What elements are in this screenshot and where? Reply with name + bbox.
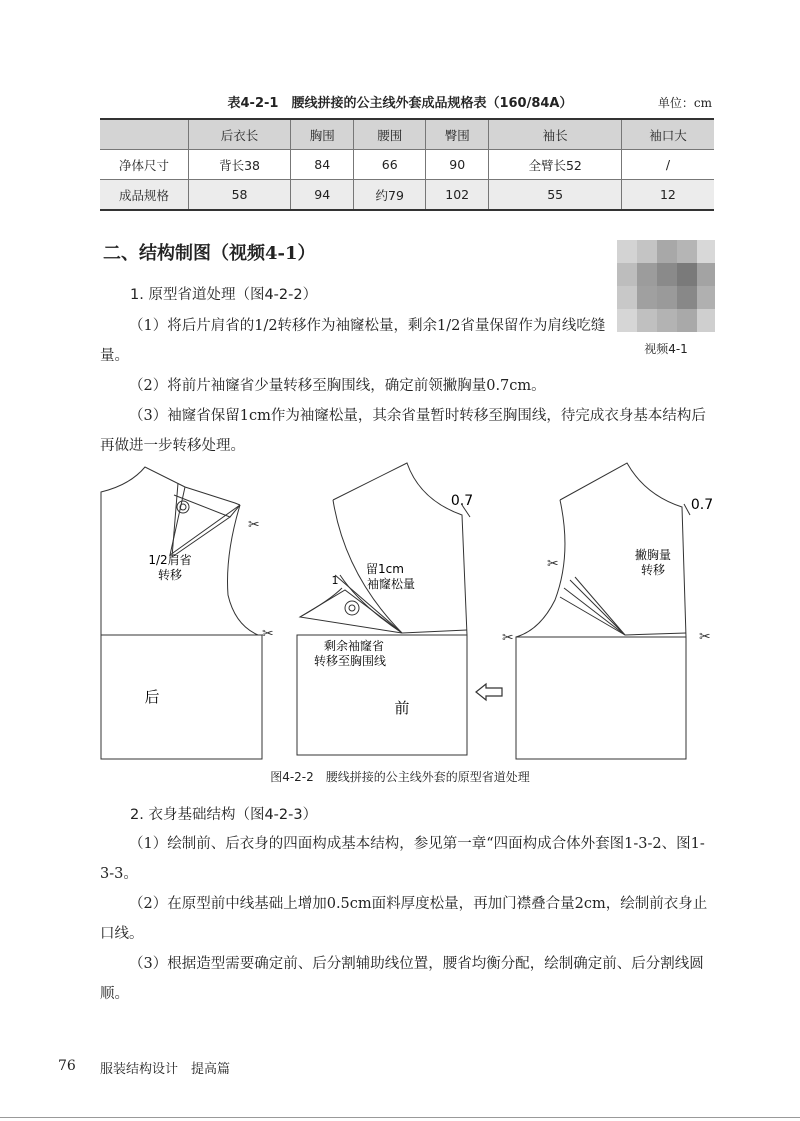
table-cell: 58 [189,180,291,211]
front-label: 前 [394,699,410,717]
table-header-cell: 后衣长 [189,119,291,150]
table-cell: 全臂长52 [489,150,622,180]
page-number: 76 [58,1058,76,1074]
left-arrow-icon [476,684,502,700]
table-row [100,180,714,211]
front-note-3: 剩余袖窿省 [323,639,385,653]
front-note-2: 袖窿松量 [366,577,416,591]
scissors-icon: ✂ [699,629,711,645]
table-cell: 12 [621,180,714,211]
front-small-label: 1 [331,574,339,587]
paragraph [100,371,715,401]
table-cell: 90 [426,150,489,180]
paragraph-text: （2）将前片袖窿省少量转移至胸围线，确定前领撇胸量0.7cm。 [129,378,546,394]
paragraph [100,949,715,1009]
footer-divider [0,1117,800,1118]
table-header-row [100,119,714,150]
table-cell: / [621,150,714,180]
section-heading: 二、结构制图（视频4-1） [103,243,316,264]
front-measure: 0.7 [450,493,474,509]
table-header-cell: 腰围 [354,119,426,150]
subsection-heading: 1. 原型省道处理（图4-2-2） [130,287,318,303]
right-note-1: 撇胸量 [634,548,672,562]
table-header-cell [100,119,189,150]
scissors-icon: ✂ [262,626,274,642]
paragraph-text: （3）袖窿省保留1cm作为袖窿松量，其余省量暂时转移至胸围线，待完成衣身基本结构后再做进一步转移处理。 [100,408,706,454]
video-caption: 视频4-1 [644,342,688,356]
table-cell: 84 [291,150,354,180]
table-cell: 55 [489,180,622,211]
table-title: 表4-2-1 腰线拼接的公主线外套成品规格表（160/84A） [227,96,573,111]
back-label: 后 [144,688,160,706]
scissors-icon: ✂ [502,630,514,646]
table-header-cell: 臀围 [426,119,489,150]
video-qr-thumbnail[interactable] [617,240,715,332]
table-cell: 约79 [354,180,426,211]
spec-table [100,118,714,211]
table-cell: 成品规格 [100,180,189,211]
right-note-2: 转移 [640,563,666,577]
front-panel-revised [516,463,686,759]
table-unit: 单位：cm [657,96,712,110]
table-cell: 94 [291,180,354,211]
table-cell: 102 [426,180,489,211]
pattern-diagram [90,455,720,765]
paragraph-text: （1）绘制前、后衣身的四面构成基本结构，参见第一章“四面构成合体外套图1-3-2、图1-3-3。 [100,836,705,882]
subsection-heading: 2. 衣身基础结构（图4-2-3） [130,807,318,823]
front-panel [297,463,467,755]
back-note-1: 1/2肩省 [148,553,192,567]
scissors-icon: ✂ [547,556,559,572]
table-cell: 66 [354,150,426,180]
back-panel [101,467,262,759]
front-note-4: 转移至胸围线 [313,654,387,668]
table-cell: 背长38 [189,150,291,180]
table-row [100,150,714,180]
paragraph [100,829,715,889]
table-header-cell: 袖口大 [621,119,714,150]
paragraph [100,889,715,949]
scissors-icon: ✂ [248,517,260,533]
right-measure: 0.7 [690,497,714,513]
paragraph-text: （2）在原型前中线基础上增加0.5cm面料厚度松量，再加门襟叠合量2cm，绘制前衣身止口线。 [100,896,708,942]
back-note-2: 转移 [157,568,183,582]
paragraph-text: （1）将后片肩省的1/2转移作为袖窿松量，剩余1/2省量保留作为肩线吃缝量。 [100,318,606,364]
table-cell: 净体尺寸 [100,150,189,180]
paragraph [100,401,715,461]
front-note-1: 留1cm [366,562,404,576]
figure-caption: 图4-2-2 腰线拼接的公主线外套的原型省道处理 [270,770,530,784]
paragraph [100,311,610,371]
paragraph-text: （3）根据造型需要确定前、后分割辅助线位置，腰省均衡分配，绘制确定前、后分割线圆顺。 [100,956,704,1002]
book-title: 服装结构设计 提高篇 [100,1062,231,1077]
table-header-cell: 胸围 [291,119,354,150]
table-header-cell: 袖长 [489,119,622,150]
